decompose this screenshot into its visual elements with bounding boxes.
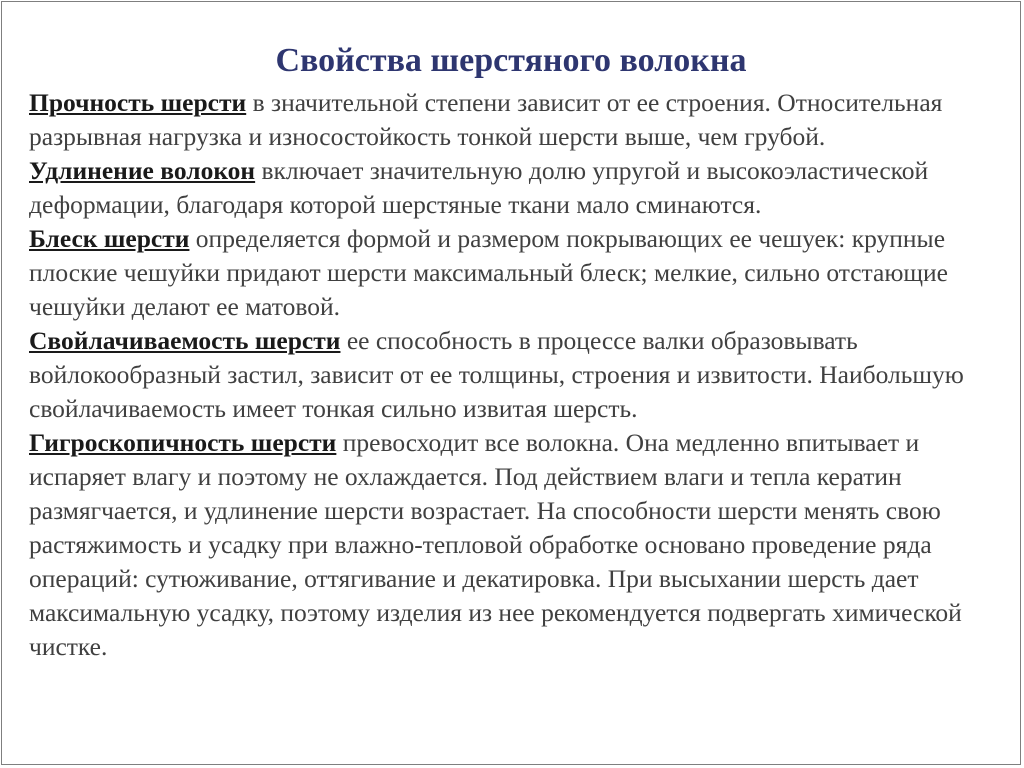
term-strength: Прочность шерсти bbox=[29, 88, 247, 117]
paragraph-hygroscopicity bbox=[29, 426, 989, 664]
text-hygroscopicity: превосходит все волокна. Она медленно впитывает и испаряет влагу и поэтому не охлаждается. Под действием влаги и тепла кератин размягчается, и удлинение шерсти возрастает. На способности шерсти менять свою растяжимость и усадку при влажно-тепловой обработке основано проведение ряда операций: сутюживание, оттягивание и декатировка. При высыхании шерсть дает максимальную усадку, поэтому изделия из нее рекомендуется подвергать химической чистке. bbox=[29, 428, 962, 661]
text-felting: ее способность в процессе валки образовывать войлокообразный застил, зависит от ее толщины, строения и извитости. Наибольшую свойлачиваемость имеет тонкая сильно извитая шерсть. bbox=[29, 326, 964, 423]
slide-body bbox=[29, 86, 989, 664]
text-strength: в значительной степени зависит от ее строения. Относительная разрывная нагрузка и износостойкость тонкой шерсти выше, чем грубой. bbox=[29, 88, 943, 151]
text-elongation: включает значительную долю упругой и высокоэластической деформации, благодаря которой шерстяные ткани мало сминаются. bbox=[29, 156, 929, 219]
paragraph-felting bbox=[29, 324, 989, 426]
paragraph-elongation bbox=[29, 154, 989, 222]
term-luster: Блеск шерсти bbox=[29, 224, 190, 253]
slide-frame bbox=[1, 1, 1021, 765]
slide-title: Свойства шерстяного волокна bbox=[275, 42, 747, 79]
term-hygroscopicity: Гигроскопичность шерсти bbox=[29, 428, 337, 457]
paragraph-strength bbox=[29, 86, 989, 154]
term-felting: Свойлачиваемость шерсти bbox=[29, 326, 341, 355]
text-luster: определяется формой и размером покрывающих ее чешуек: крупные плоские чешуйки придают шерсти максимальный блеск; мелкие, сильно отстающие чешуйки делают ее матовой. bbox=[29, 224, 948, 321]
term-elongation: Удлинение волокон bbox=[29, 156, 256, 185]
paragraph-luster bbox=[29, 222, 989, 324]
